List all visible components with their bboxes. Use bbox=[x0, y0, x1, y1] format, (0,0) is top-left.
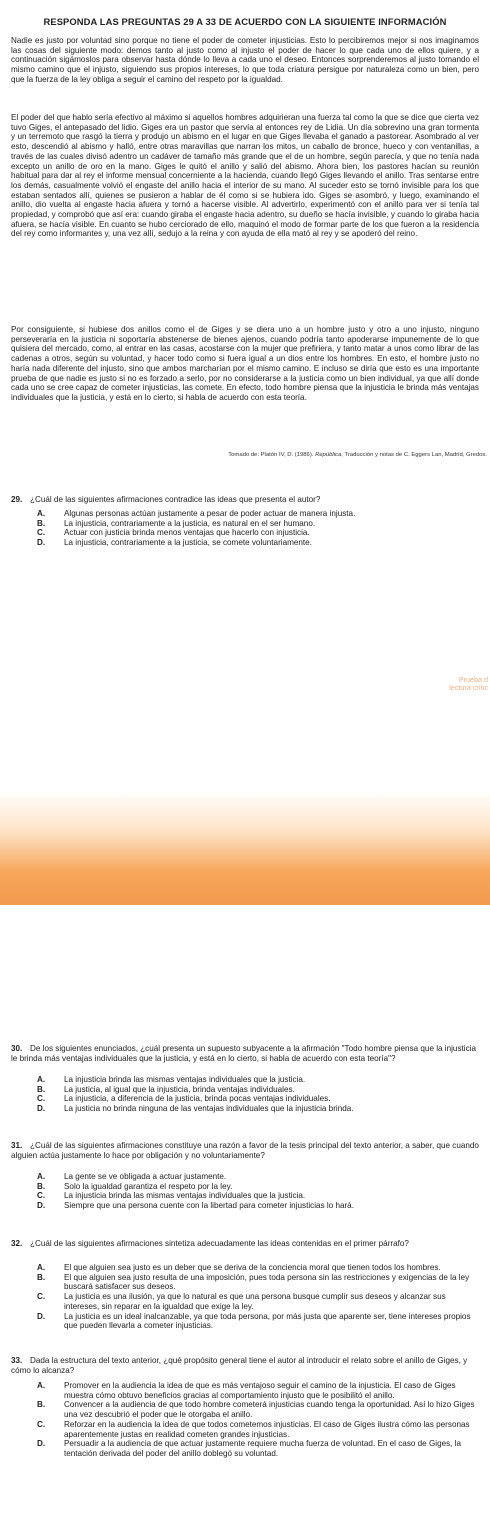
option-text: Algunas personas actúan justamente a pesar de poder actuar de manera injusta. bbox=[64, 509, 356, 518]
option-text: La justicia no brinda ninguna de las ventajas individuales que la injusticia brinda. bbox=[64, 1104, 354, 1114]
option-text: Siempre que una persona cuente con la libertad para cometer injusticias lo hará. bbox=[64, 1201, 354, 1211]
option-d bbox=[37, 1312, 481, 1331]
option-text: La injusticia brinda las mismas ventajas individuales que la justicia. bbox=[64, 1191, 306, 1201]
option-text: El que alguien sea justo es un deber que se deriva de la conciencia moral que tienen todos los hombres. bbox=[64, 1263, 441, 1272]
option-letter: D. bbox=[37, 1201, 46, 1211]
page-break-gap bbox=[0, 905, 490, 915]
paragraph-1: Nadie es justo por voluntad sino porque no tiene el poder de cometer injusticias. Esto lo percibiremos mejor si nos imaginamos las cosas del siguiente modo: demos tanto al justo como al injusto el poder de hacer lo que cada uno de ellos quiere, y a continuación sigámoslos para observar hasta dónde lo lleva a cada uno el deseo. Entonces sorprenderemos al justo tomando el mismo camino que el injusto, siguiendo sus propios intereses, lo que toda criatura persigue por naturaleza como un bien, pero que la fuerza de la ley obliga a seguir el camino del respeto por la igualdad. bbox=[11, 36, 479, 84]
option-letter: A. bbox=[37, 1381, 46, 1390]
page-break-band bbox=[0, 790, 490, 905]
option-text: La injusticia, contrariamente a la justicia, es natural en el ser humano. bbox=[64, 518, 316, 528]
option-text: El que alguien sea justo resulta de una imposición, pues toda persona sin las restricciones y exigencias de la ley buscará satisfacer sus deseos. bbox=[64, 1272, 470, 1292]
paragraph-2: El poder del que hablo sería efectivo al máximo si aquellos hombres adquirieran una fuerza tal como la que se dice que cierta vez tuvo Giges, el antepasado del lidio. Giges era un pastor que servía al entonces rey de Lidia. Un día sobrevino una gran tormenta y un terremoto que rasgó la tierra y produjo un abismo en el lugar en que Giges llevaba el ganado a pastorear. Asombrado al ver esto, descendió al abismo y halló, entre otras maravillas que narran los mitos, un caballo de bronce, hueco y con ventanillas, a través de las cuales divisó adentro un cadáver de tamaño más grande que el de un hombre, según parecía, y que no tenía nada excepto un anillo de oro en la mano. Giges le quitó el anillo y salió del abismo. Ahora bien, los pastores hacían su reunión habitual para dar al rey el informe mensual concerniente a la hacienda, cuando llegó Giges llevando el anillo. Tras sentarse entre los demás, casualmente volvió el engaste del anillo hacia el interior de su mano. Al suceder esto se tornó invisible para los que estaban sentados allí, quienes se pusieron a hablar de él como si se hubiera ido. Giges se asombró, y luego, examinando el anillo, dio vuelta al engaste hacia afuera y tornó a hacerse visible. Al advertirlo, experimentó con el anillo para ver si tenía tal propiedad, y comprobó que así era: cuando giraba el engaste hacia adentro, su dueño se hacía invisible, y cuando lo giraba hacia afuera, se hacía visible. En cuanto se hubo cerciorado de ello, maquinó el modo de formar parte de los que fueron a la residencia del rey como informantes y, una vez allí, sedujo a la reina y con ayuda de ella mató al rey y se apoderó del reino. bbox=[11, 113, 479, 239]
question-31-options bbox=[37, 1172, 481, 1211]
option-b bbox=[37, 1400, 481, 1419]
option-letter: A. bbox=[37, 509, 46, 518]
option-b bbox=[37, 519, 481, 529]
question-text: ¿Cuál de las siguientes afirmaciones sintetiza adecuadamente las ideas contenidas en el primer párrafo? bbox=[30, 1239, 409, 1248]
option-text: La injusticia, a diferencia de la justicia, brinda pocas ventajas individuales. bbox=[64, 1094, 331, 1104]
option-letter: C. bbox=[37, 528, 46, 538]
option-b bbox=[37, 1085, 481, 1095]
option-b bbox=[37, 1273, 481, 1292]
option-letter: C. bbox=[37, 1419, 46, 1429]
option-letter: C. bbox=[37, 1292, 46, 1302]
option-letter: D. bbox=[37, 1311, 46, 1321]
question-29-options bbox=[37, 509, 481, 548]
question-text: Dada la estructura del texto anterior, ¿qué propósito general tiene el autor al introducir el relato sobre el anillo de Giges, y cómo lo alcanza? bbox=[11, 1356, 468, 1375]
option-letter: C. bbox=[37, 1191, 46, 1201]
question-number: 33. bbox=[11, 1356, 23, 1365]
option-c bbox=[37, 1292, 481, 1311]
option-text: Convencer a la audiencia de que todo hombre cometerá injusticias cuando tenga la oportunidad. Así lo hizo Giges una vez descubrió el poder que le otorgaba el anillo. bbox=[64, 1400, 475, 1420]
option-letter: A. bbox=[37, 1263, 46, 1272]
option-letter: A. bbox=[37, 1075, 46, 1084]
option-letter: B. bbox=[37, 1272, 46, 1282]
option-text: Promover en la audiencia la idea de que es más ventajoso seguir el camino de la injusticia. El caso de Giges muestra cómo obtuvo beneficios gracias al comportamiento injusto que le posibilitó el anillo. bbox=[64, 1381, 456, 1400]
question-text: ¿Cuál de las siguientes afirmaciones contradice las ideas que presenta el autor? bbox=[30, 495, 321, 504]
question-number: 32. bbox=[11, 1239, 23, 1248]
option-a bbox=[37, 1172, 481, 1182]
option-letter: D. bbox=[37, 538, 46, 548]
stamp-line-2: lectura crític bbox=[449, 683, 488, 693]
option-b bbox=[37, 1182, 481, 1192]
source-citation bbox=[11, 452, 487, 458]
option-text: La justicia es una ilusión, ya que lo natural es que una persona busque cumplir sus deseos y alcanzar sus intereses, sin reparar en la igualdad que exige la ley. bbox=[64, 1292, 446, 1311]
question-number: 30. bbox=[11, 1044, 23, 1053]
option-a bbox=[37, 1381, 481, 1400]
option-a bbox=[37, 1263, 481, 1273]
citation-title: República bbox=[315, 452, 342, 458]
option-text: Persuadir a la audiencia de que actuar justamente requiere mucha fuerza de voluntad. En el caso de Giges, la tentación derivada del poder del anillo doblegó su voluntad. bbox=[64, 1439, 462, 1458]
question-32-stem bbox=[11, 1239, 481, 1249]
citation-suffix: , Traducción y notas de C. Eggers Lan, Madrid, Gredos. bbox=[341, 452, 487, 458]
option-c bbox=[37, 1094, 481, 1104]
option-a bbox=[37, 1075, 481, 1085]
option-text: La injusticia brinda las mismas ventajas individuales que la justicia. bbox=[64, 1075, 306, 1084]
option-d bbox=[37, 1439, 481, 1458]
citation-prefix: Tomado de: Platón IV, D. (1986). bbox=[228, 452, 316, 458]
option-letter: B. bbox=[37, 1084, 46, 1094]
option-d bbox=[37, 1201, 481, 1211]
option-text: La justicia, al igual que la injusticia, brinda ventajas individuales. bbox=[64, 1084, 295, 1094]
option-c bbox=[37, 528, 481, 538]
option-text: Reforzar en la audiencia la idea de que todos cometemos injusticias. El caso de Giges ilustra cómo las personas aparentemente justas en realidad cometen grandes injusticias. bbox=[64, 1419, 470, 1439]
option-text: La justicia es un ideal inalcanzable, ya que toda persona, por más justa que aparente ser, tiene intereses propios que pueden llevarla a cometer injusticias. bbox=[64, 1311, 471, 1331]
question-number: 29. bbox=[11, 495, 23, 504]
option-text: Actuar con justicia brinda menos ventajas que hacerlo con injusticia. bbox=[64, 528, 310, 538]
section-heading: RESPONDA LAS PREGUNTAS 29 A 33 DE ACUERDO CON LA SIGUIENTE INFORMACIÓN bbox=[43, 16, 447, 27]
option-letter: D. bbox=[37, 1439, 46, 1449]
option-letter: B. bbox=[37, 1400, 46, 1410]
question-29-stem bbox=[11, 495, 481, 505]
option-d bbox=[37, 1104, 481, 1114]
question-text: ¿Cuál de las siguientes afirmaciones constituye una razón a favor de la tesis principal del texto anterior, a saber, que cuando alguien actúa justamente lo hace por obligación y no voluntariamente? bbox=[11, 1141, 479, 1160]
option-letter: C. bbox=[37, 1094, 46, 1104]
section-stamp bbox=[449, 676, 488, 693]
option-letter: B. bbox=[37, 518, 46, 528]
paragraph-3: Por consiguiente, si hubiese dos anillos como el de Giges y se diera uno a un hombre justo y otro a uno injusto, ninguno perseveraría en la justicia ni soportaría abstenerse de bienes ajenos, cuando podría tanto apoderarse impunemente de lo que quisiera del mercado, como, al entrar en las casas, acostarse con la mujer que prefiriera, y tanto matar a unos como librar de las cadenas a otros, según su voluntad, y hacer todo como si fuera igual a un dios entre los hombres. En esto, el hombre justo no haría nada diferente del injusto, sino que ambos marcharían por el mismo camino. E incluso se diría que esto es una importante prueba de que nadie es justo si no es forzado a serlo, por no considerarse a la justicia como un bien individual, ya que allí donde cada uno se cree capaz de cometer injusticias, las comete. En efecto, todo hombre piensa que la injusticia le brinda más ventajas individuales que la justicia, y está en lo cierto, si habla de acuerdo con esta teoría. bbox=[11, 325, 479, 402]
question-30-stem bbox=[11, 1044, 481, 1063]
option-c bbox=[37, 1191, 481, 1201]
question-33-options bbox=[37, 1381, 481, 1459]
stamp-line-1: Prueba d bbox=[458, 675, 488, 684]
question-31-stem bbox=[11, 1141, 481, 1160]
question-30-options bbox=[37, 1075, 481, 1114]
question-number: 31. bbox=[11, 1141, 23, 1150]
option-a bbox=[37, 509, 481, 519]
question-text: De los siguientes enunciados, ¿cuál presenta un supuesto subyacente a la afirmación "Todo hombre piensa que la injusticia le brinda más ventajas individuales que la justicia, y está en lo cierto, si habla de acuerdo con esta teoría"? bbox=[11, 1044, 476, 1063]
option-d bbox=[37, 538, 481, 548]
option-text: La injusticia, contrariamente a la justicia, se comete voluntariamente. bbox=[64, 538, 312, 548]
option-c bbox=[37, 1420, 481, 1439]
question-32-options bbox=[37, 1263, 481, 1331]
option-text: Solo la igualdad garantiza el respeto por la ley. bbox=[64, 1181, 233, 1191]
option-letter: B. bbox=[37, 1181, 46, 1191]
option-letter: D. bbox=[37, 1104, 46, 1114]
question-33-stem bbox=[11, 1356, 481, 1375]
option-text: La gente se ve obligada a actuar justamente. bbox=[64, 1172, 227, 1181]
option-letter: A. bbox=[37, 1172, 46, 1181]
